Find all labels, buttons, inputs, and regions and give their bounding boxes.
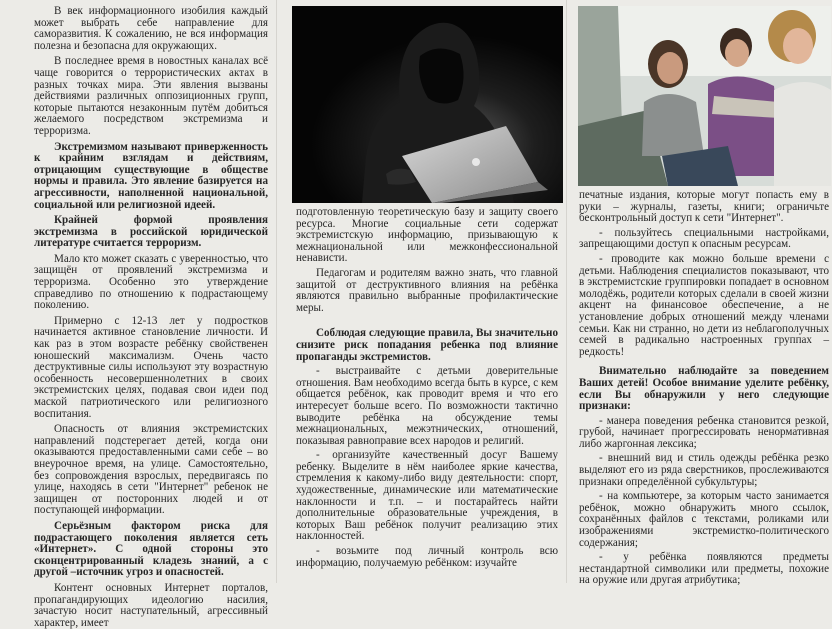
print-media-paragraph: печатные издания, которые могут попасть ему в руки – журналы, газеты, книги; ограничьте бесконтрольный доступ к сети "Интернет".	[579, 189, 829, 225]
sign-symbols: - у ребёнка появляются предметы нестандартной символики или предметы, похожие на оружие или другая атрибутика;	[579, 551, 829, 587]
internet-content-paragraph: Контент основных Интернет порталов, пропагандирующих идеологию насилия, зачастую носит наступательный, агрессивный характер, имеет	[34, 581, 268, 629]
column-middle-text	[296, 207, 558, 569]
terror-news-paragraph: В последнее время в новостных каналах всё чаще говорится о террористических актах в разных точках мира. Эти явления вызваны действиями различных оппозиционных групп, которые пытаются незаконным путём добиться желаемого посредством экстремизма и терроризма.	[34, 55, 268, 137]
extremism-definition: Экстремизмом называют приверженность к крайним взглядам и действиям, отрицающим существующие в обществе нормы и правила. Это явление базируется на агрессивности, наполненной национальной, социальной или религиозной идеей.	[34, 140, 268, 211]
intro-paragraph: В век информационного изобилия каждый может выбрать себе направление для саморазвития. К сожалению, не вся информация полезна и безопасна для окружающих.	[34, 5, 268, 52]
settings-advice: - пользуйтесь специальными настройками, запрещающими доступ к опасным ресурсам.	[579, 226, 829, 251]
column-right-text	[579, 190, 829, 587]
column-right	[566, 0, 832, 587]
prevention-paragraph: Педагогам и родителям важно знать, что главной защитой от деструктивного влияния на ребёнка являются правильно выбранные профилактические меры.	[296, 266, 558, 314]
sign-computer: - на компьютере, за которым часто занимается ребёнок, можно обнаружить много ссылок, сохранённых файлов с текстами, роликами или изображениями экстремистко-политического содержания;	[579, 490, 829, 549]
rule-leisure: - организуйте качественный досуг Вашему ребенку. Выделите в нём наиболее яркие качества, стремления к какому-либо виду деятельности: спорт, художественные, динамические или математические наклонности и т.п. – и постарайтесь найти дополнительные образовательные учреждения, в которых Ваш ребёнок получит реализацию этих наклонностей.	[296, 449, 558, 543]
column-left-text	[34, 6, 268, 629]
family-time-advice: - проводите как можно больше времени с детьми. Наблюдения специалистов показывают, что в экстремистские группировки попадает в основном молодёжь, родители которых сделали в своей жизни акцент на финансовое обеспечение, а не установление добрых отношений между членами семьи. Как ни странно, но дети из неблагополучных семей в радикально настроенных группах – редкость!	[579, 252, 829, 358]
sign-appearance: - внешний вид и стиль одежды ребёнка резко выделяют его из ряда сверстников, прослеживаются признаки определённой субкультуры;	[579, 452, 829, 488]
sign-behavior: - манера поведения ребенка становится резкой, грубой, начинает прогрессировать ненормативная либо жаргонная лексика;	[579, 414, 829, 450]
rules-heading: Соблюдая следующие правила, Вы значительно снизите риск попадания ребенка под влияние пропаганды экстремистов.	[296, 327, 558, 363]
internet-risk-paragraph: Серьёзным фактором риска для подрастающего поколения является сеть «Интернет». С одной стороны это сконцентрированный кладезь знаний, а с другой –источник угроз и опасностей.	[34, 519, 268, 579]
rule-information-control: - возьмите под личный контроль всю информацию, получаемую ребёнком: изучайте	[296, 545, 558, 569]
teen-age-paragraph: Примерно с 12-13 лет у подростков начинается активное становление личности. И как раз в этом возрасте ребёнку свойственен юношеский максимализм. Очень часто деструктивные силы используют эту возрастную особенность несовершеннолетних в своих экстремистских целях, подавая свои идеи под маской патриотического или религиозного воспитания.	[34, 314, 268, 420]
youth-risk-paragraph: Мало кто может сказать с уверенностью, что защищён от проявлений экстремизма и терроризма. Особенно это утверждение справедливо по отношению к подрастающему поколению.	[34, 252, 268, 312]
column-middle	[276, 0, 566, 583]
rule-trust: - выстраивайте с детьми доверительные отношения. Вам необходимо всегда быть в курсе, с кем общается ребёнок, как проводит время и что его интересует больше всего. По возможности тактично выводите ребёнка на обсуждение темы межнациональных, межэтнических, отношений, показывая равноправие всех народов и религий.	[296, 365, 558, 447]
signs-heading: Внимательно наблюдайте за поведением Ваших детей! Особое внимание уделите ребёнку, если Вы обнаружили у него следующие признаки:	[579, 365, 829, 413]
column-left	[0, 0, 277, 629]
social-networks-paragraph: подготовленную теоретическую базу и защиту своего ресурса. Многие социальные сети содержат экстремистскую информацию, призывающую к межнациональной или межконфессиональной ненависти.	[296, 206, 558, 265]
terrorism-definition: Крайней формой проявления экстремизма в российской юридической литературе считается терроризм.	[34, 214, 268, 250]
danger-paragraph: Опасность от влияния экстремистских направлений подстерегает детей, когда они оказываются предоставленными сами себе – во внеурочное время, на улице. Самостоятельно, без сопровождения взрослых, передвигаясь по улице, находясь в сети "Интернет" ребенок не защищен от посторонних людей и от поступающей информации.	[34, 423, 268, 517]
